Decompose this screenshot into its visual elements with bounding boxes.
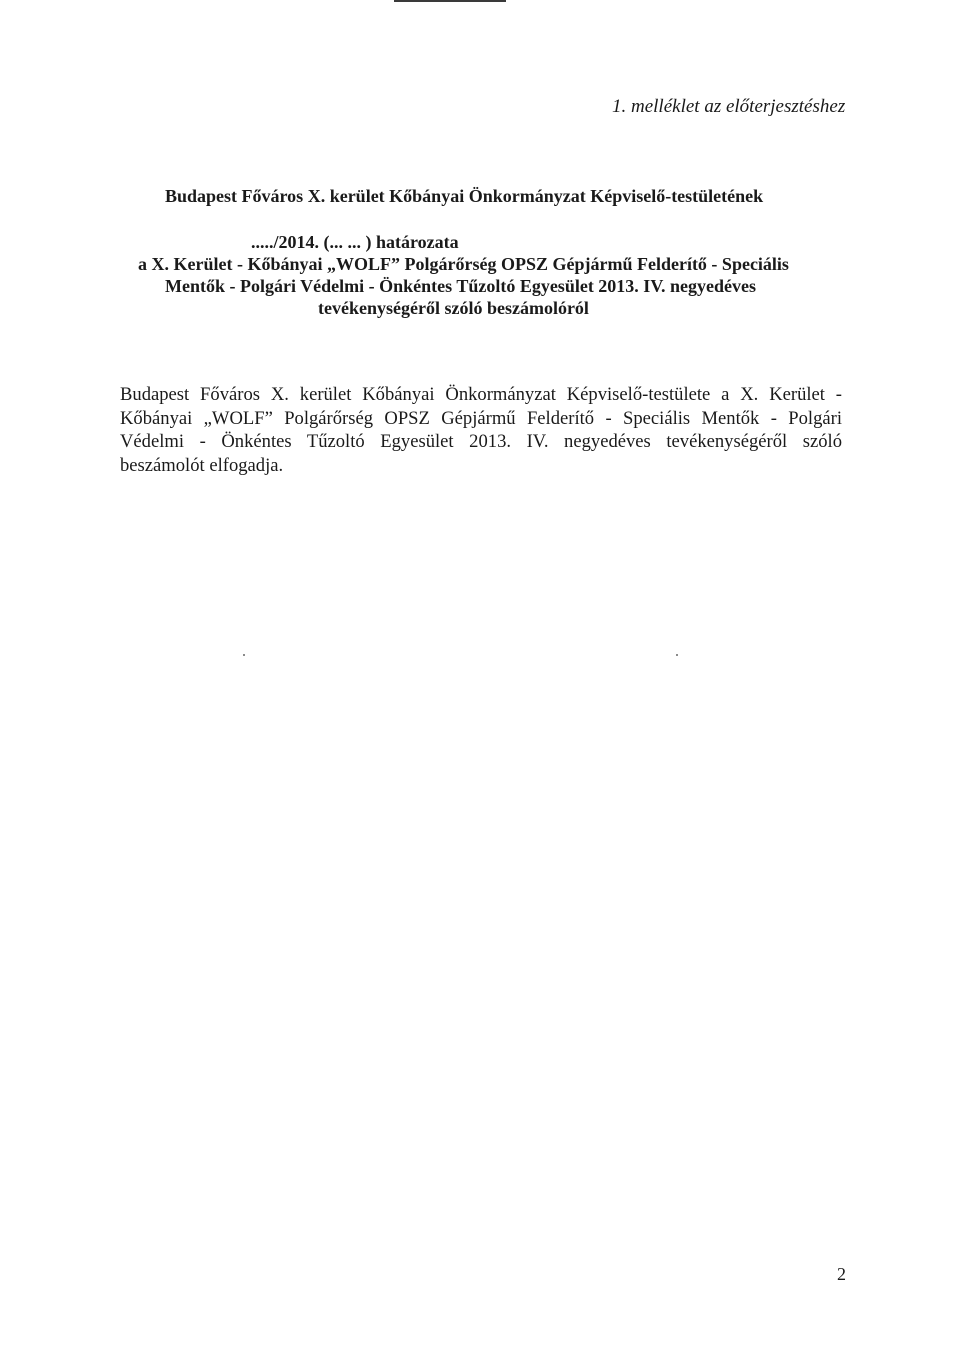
attachment-note: 1. melléklet az előterjesztéshez [612,96,846,117]
scan-speck [676,654,678,656]
resolution-subject-line-3: tevékenységéről szóló beszámolóról [318,298,589,318]
scan-speck [243,654,245,656]
resolution-number: ...../2014. (... ... ) határozata [251,232,459,252]
body-line-3: Védelmi - Önkéntes Tűzoltó Egyesület 2013. IV. negyedéves tevékenységéről szóló [120,431,842,452]
body-line-4: beszámolót elfogadja. [120,454,284,476]
page-number: 2 [837,1264,846,1284]
body-line-2: Kőbányai „WOLF” Polgárőrség OPSZ Gépjármű Felderítő - Speciális Mentők - Polgári [120,407,842,429]
body-line-1: Budapest Főváros X. kerület Kőbányai Önkormányzat Képviselő-testülete a X. Kerület - [120,384,842,405]
top-scan-rule [394,0,506,2]
resolution-title: Budapest Főváros X. kerület Kőbányai Önkormányzat Képviselő-testületének [165,186,764,206]
resolution-body [120,383,842,477]
resolution-subject-line-1: a X. Kerület - Kőbányai „WOLF” Polgárőrség OPSZ Gépjármű Felderítő - Speciális [138,254,789,274]
resolution-subject-line-2: Mentők - Polgári Védelmi - Önkéntes Tűzoltó Egyesület 2013. IV. negyedéves [165,276,756,296]
resolution-heading [135,231,835,319]
